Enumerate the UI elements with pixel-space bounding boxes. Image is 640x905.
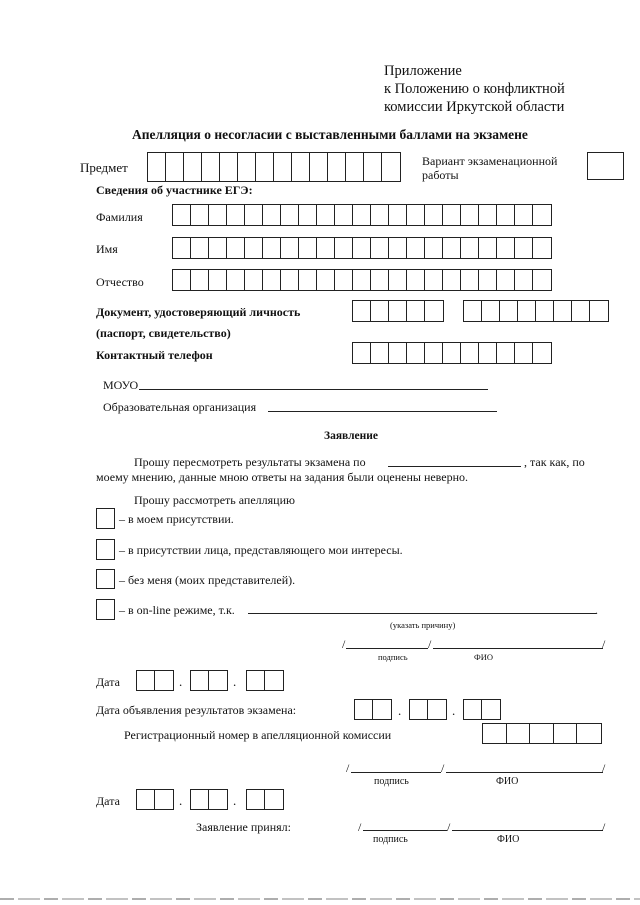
variant-cell[interactable] bbox=[587, 152, 624, 180]
sign2-slash-3: / bbox=[602, 761, 606, 775]
request-line-2: моему мнению, данные мною ответы на задания были оценены неверно. bbox=[96, 470, 469, 484]
sign-caption-2: подпись bbox=[374, 776, 409, 787]
variant-label: Вариант экзаменационной bbox=[422, 154, 558, 168]
fio-caption-3: ФИО bbox=[497, 834, 520, 845]
org-field[interactable] bbox=[268, 411, 497, 412]
surname-label: Фамилия bbox=[96, 210, 143, 224]
date1-dot-1: . bbox=[179, 674, 183, 689]
option-representative-checkbox[interactable] bbox=[96, 539, 115, 560]
accepted-label: Заявление принял: bbox=[196, 820, 291, 834]
patronymic-cells[interactable] bbox=[172, 269, 552, 291]
option-online-label: – в on-line режиме, т.к. bbox=[119, 603, 235, 617]
online-reason-dot: . bbox=[595, 603, 598, 617]
phone-label: Контактный телефон bbox=[96, 348, 213, 362]
date1-month[interactable] bbox=[190, 670, 228, 691]
variant-label-2: работы bbox=[422, 168, 459, 182]
page-title: Апелляция о несогласии с выставленными баллами на экзамене bbox=[132, 127, 528, 142]
results-date-year[interactable] bbox=[463, 699, 501, 720]
sign3-slash-2: / bbox=[447, 820, 451, 834]
sign3-slash-3: / bbox=[602, 820, 606, 834]
date-label-1: Дата bbox=[96, 675, 120, 689]
fio-field-2[interactable] bbox=[446, 772, 603, 773]
date2-year[interactable] bbox=[246, 789, 284, 810]
annex-line-1: Приложение bbox=[384, 63, 462, 79]
date1-dot-2: . bbox=[233, 674, 237, 689]
surname-cells[interactable] bbox=[172, 204, 552, 226]
fio-caption-1: ФИО bbox=[474, 652, 493, 662]
request-text-2: , так как, по bbox=[524, 455, 585, 469]
date2-day[interactable] bbox=[136, 789, 174, 810]
request-text-1: Прошу пересмотреть результаты экзамена по bbox=[134, 455, 366, 469]
fio-caption-2: ФИО bbox=[496, 776, 519, 787]
date1-year[interactable] bbox=[246, 670, 284, 691]
results-date-dot-2: . bbox=[452, 703, 456, 718]
statement-heading: Заявление bbox=[324, 430, 379, 442]
mouo-label: МОУО bbox=[103, 378, 139, 392]
name-label: Имя bbox=[96, 242, 118, 256]
sign3-slash-1: / bbox=[358, 820, 362, 834]
mouo-field[interactable] bbox=[139, 389, 488, 390]
phone-cells[interactable] bbox=[352, 342, 552, 364]
annex-line-2: к Положению о конфликтной bbox=[384, 81, 565, 97]
results-date-month[interactable] bbox=[409, 699, 447, 720]
online-reason-field[interactable] bbox=[248, 613, 596, 614]
date1-day[interactable] bbox=[136, 670, 174, 691]
reason-caption: (указать причину) bbox=[390, 620, 456, 630]
results-date-label: Дата объявления результатов экзамена: bbox=[96, 703, 297, 717]
date-label-2: Дата bbox=[96, 794, 120, 808]
reg-number-cells[interactable] bbox=[482, 723, 602, 744]
sign-caption-3: подпись bbox=[373, 834, 408, 845]
date2-dot-2: . bbox=[233, 793, 237, 808]
name-cells[interactable] bbox=[172, 237, 552, 259]
document-series-cells[interactable] bbox=[352, 300, 444, 322]
signature-field-2[interactable] bbox=[351, 772, 441, 773]
appeal-intro: Прошу рассмотреть апелляцию bbox=[134, 493, 295, 507]
subject-label: Предмет bbox=[80, 160, 128, 175]
reg-number-label: Регистрационный номер в апелляционной комиссии bbox=[124, 728, 392, 742]
fio-field-1[interactable] bbox=[433, 648, 603, 649]
option-absent-checkbox[interactable] bbox=[96, 569, 115, 589]
page-footer-rule bbox=[0, 898, 640, 900]
date2-month[interactable] bbox=[190, 789, 228, 810]
results-date-dot-1: . bbox=[398, 703, 402, 718]
subject-cells[interactable] bbox=[147, 152, 401, 182]
option-presence-label: – в моем присутствии. bbox=[119, 512, 234, 526]
signature-field-1[interactable] bbox=[346, 648, 428, 649]
sign2-slash-2: / bbox=[441, 761, 445, 775]
signature-field-3[interactable] bbox=[363, 830, 447, 831]
option-online-checkbox[interactable] bbox=[96, 599, 115, 620]
document-sublabel: (паспорт, свидетельство) bbox=[96, 326, 231, 340]
results-date-day[interactable] bbox=[354, 699, 392, 720]
fio-field-3[interactable] bbox=[452, 830, 603, 831]
participant-heading: Сведения об участнике ЕГЭ: bbox=[96, 183, 253, 197]
sign-slash-2: / bbox=[428, 637, 432, 651]
sign-slash-3: / bbox=[602, 637, 606, 651]
option-representative-label: – в присутствии лица, представляющего мои интересы. bbox=[119, 543, 403, 557]
annex-line-3: комиссии Иркутской области bbox=[384, 99, 565, 115]
org-label: Образовательная организация bbox=[103, 400, 257, 414]
option-absent-label: – без меня (моих представителей). bbox=[119, 573, 296, 587]
document-label: Документ, удостоверяющий личность bbox=[96, 305, 301, 319]
sign-caption-1: подпись bbox=[378, 652, 408, 662]
document-number-cells[interactable] bbox=[463, 300, 609, 322]
option-presence-checkbox[interactable] bbox=[96, 508, 115, 529]
sign2-slash-1: / bbox=[346, 761, 350, 775]
date2-dot-1: . bbox=[179, 793, 183, 808]
sign-slash-1: / bbox=[342, 637, 346, 651]
patronymic-label: Отчество bbox=[96, 275, 144, 289]
exam-subject-field[interactable] bbox=[388, 466, 521, 467]
